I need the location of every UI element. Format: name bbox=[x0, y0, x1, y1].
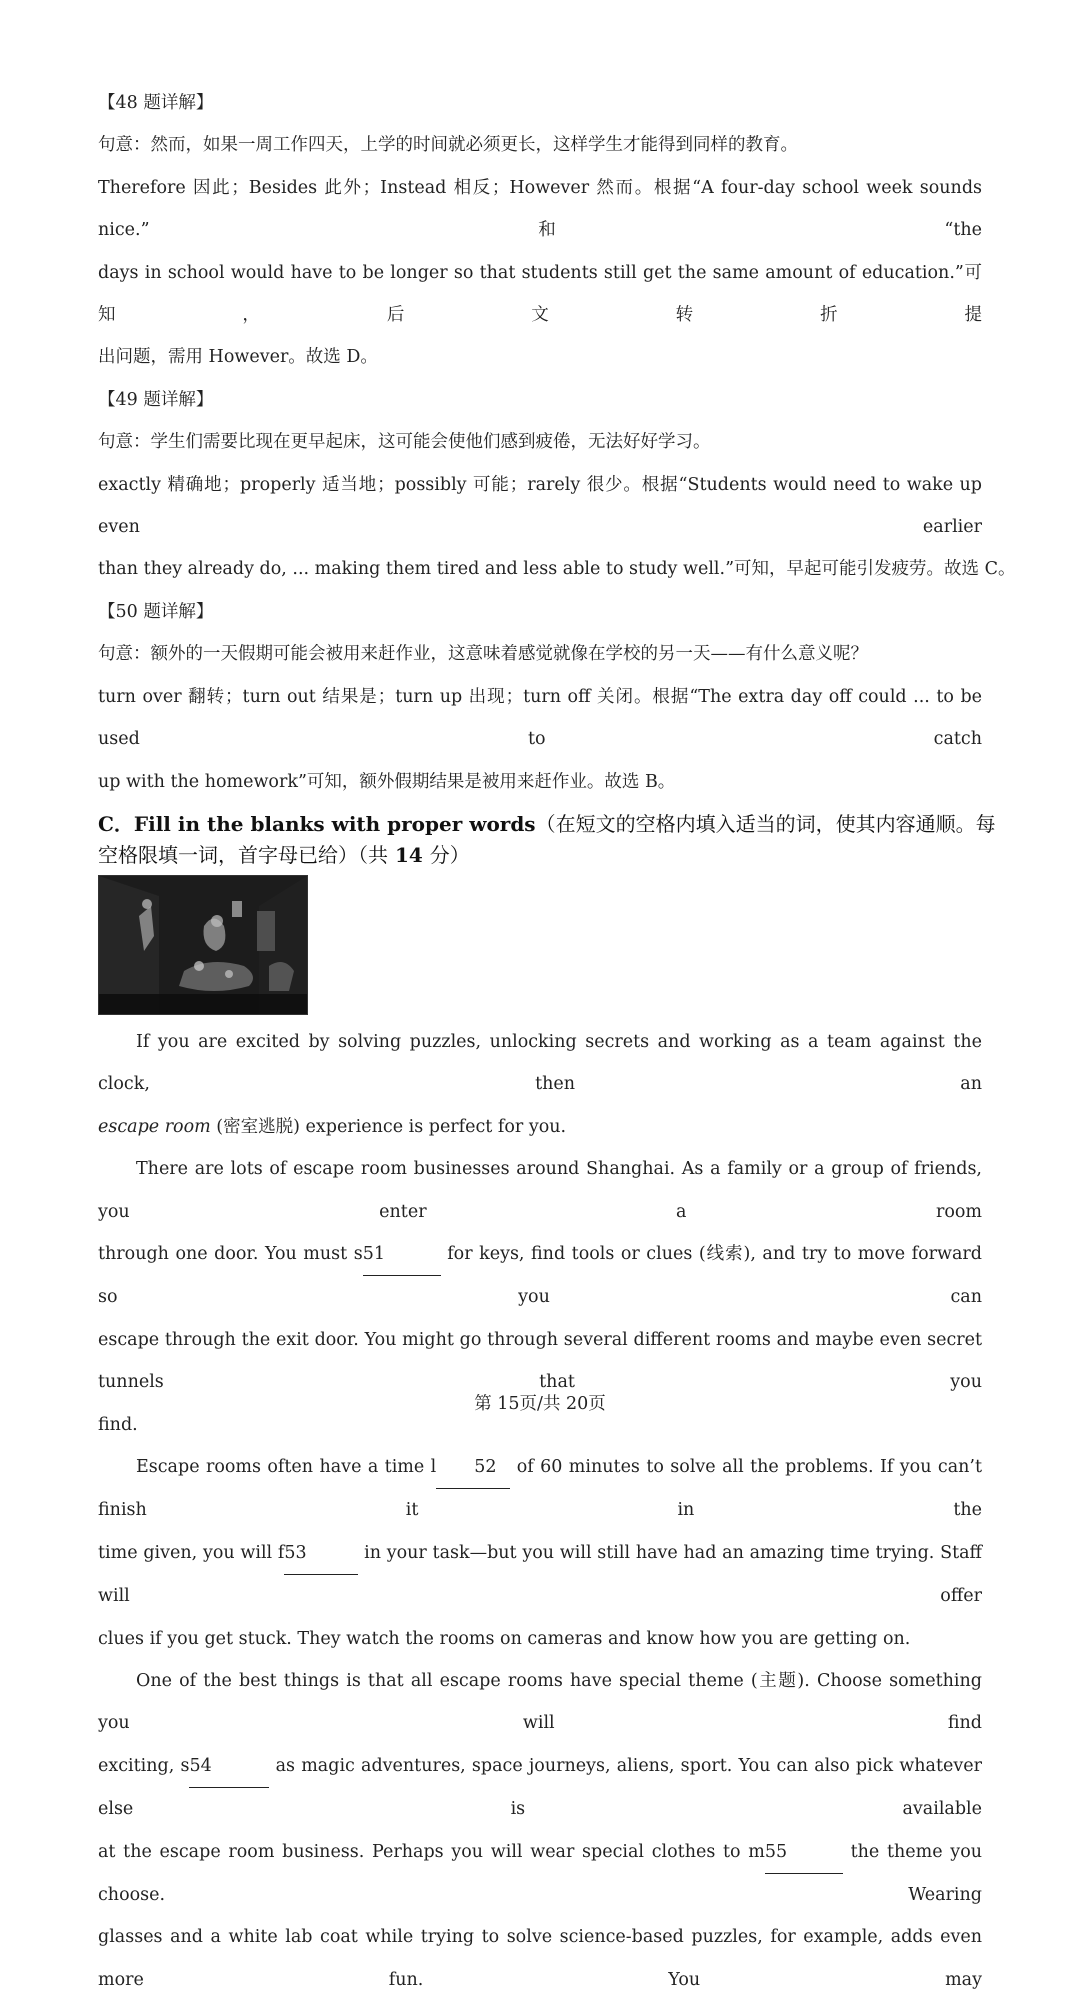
q48-header: 【48 题详解】 bbox=[98, 93, 214, 113]
p4-line4: glasses and a white lab coat while trying to solve science-based puzzles, for example, adds even more fun. You may bbox=[98, 1927, 982, 1990]
blank-52[interactable]: 52 bbox=[436, 1446, 510, 1489]
q48-explain-line2: days in school would have to be longer so that students still get the same amount of education.”可知，后文转折提 bbox=[98, 262, 982, 326]
p4-line2-b: as magic adventures, space journeys, aliens, sport. You can also pick whatever else is available bbox=[98, 1755, 982, 1820]
p4-line3-b: the theme you choose. Wearing bbox=[98, 1841, 982, 1906]
p1-line2-rest: (密室逃脱) experience is perfect for you. bbox=[210, 1116, 567, 1137]
p2-line2 bbox=[98, 1233, 982, 1319]
p4-line1: One of the best things is that all escape rooms have special theme (主题). Choose something you will find bbox=[98, 1671, 982, 1734]
section-c-score: 14 bbox=[394, 842, 423, 867]
escape-room-photo-image bbox=[99, 876, 307, 1014]
p2-line1: There are lots of escape room businesses around Shanghai. As a family or a group of friends, you enter a room bbox=[98, 1159, 982, 1222]
p1-line2 bbox=[98, 1106, 982, 1148]
section-c-title-cn3: 分） bbox=[429, 842, 470, 867]
q50-explain-line2: up with the homework”可知，额外假期结果是被用来赶作业。故选 B。 bbox=[98, 771, 676, 792]
escape-room-photo bbox=[98, 875, 308, 1015]
q50-header: 【50 题详解】 bbox=[98, 601, 214, 622]
q48-explain-line3: 出问题，需用 However。故选 D。 bbox=[98, 347, 378, 368]
p4-line2 bbox=[98, 1745, 982, 1831]
section-c-title bbox=[98, 809, 996, 871]
passage bbox=[98, 1021, 982, 2001]
p2-line3: escape through the exit door. You might go through several different rooms and maybe even secret tunnels that you bbox=[98, 1329, 982, 1393]
p2-line4: find. bbox=[98, 1414, 138, 1435]
q49-explain-line1: exactly 精确地；properly 适当地；possibly 可能；rarely 很少。根据“Students would need to wake up even earlier bbox=[98, 474, 982, 538]
q49-header: 【49 题详解】 bbox=[98, 389, 214, 410]
p3-line2 bbox=[98, 1532, 982, 1618]
p2-line2-b: for keys, find tools or clues (线索), and try to move forward so you can bbox=[98, 1243, 982, 1308]
p3-line3: clues if you get stuck. They watch the rooms on cameras and know how you are getting on. bbox=[98, 1628, 911, 1649]
q48-explain-line1: Therefore 因此；Besides 此外；Instead 相反；However 然而。根据“A four-day school week sounds nice.”和“the bbox=[98, 177, 982, 241]
p3-line1 bbox=[98, 1446, 982, 1532]
p4-line3-a: at the escape room business. Perhaps you will wear special clothes to m bbox=[98, 1841, 765, 1862]
q48-meaning: 句意：然而，如果一周工作四天，上学的时间就必须更长，这样学生才能得到同样的教育。 bbox=[98, 135, 798, 156]
blank-51[interactable]: 51 bbox=[363, 1233, 441, 1276]
p2-line2-a: through one door. You must s bbox=[98, 1243, 363, 1264]
section-c-title-en: C．Fill in the blanks with proper words bbox=[98, 811, 536, 836]
p3-line2-a: time given, you will f bbox=[98, 1542, 285, 1563]
q50-meaning: 句意：额外的一天假期可能会被用来赶作业，这意味着感觉就像在学校的另一天——有什么意义呢？ bbox=[98, 644, 868, 665]
page-body bbox=[98, 82, 1016, 2001]
p3-line1-b: of 60 minutes to solve all the problems. If you can’t finish it in the bbox=[98, 1456, 982, 1521]
p4-line2-a: exciting, s bbox=[98, 1755, 190, 1776]
p3-line2-b: in your task—but you will still have had an amazing time trying. Staff will offer bbox=[98, 1542, 982, 1607]
blank-54[interactable]: 54 bbox=[189, 1745, 269, 1788]
section-c-title-cn2: 空格限填一词，首字母已给）（共 bbox=[98, 842, 388, 867]
p4-line3 bbox=[98, 1831, 982, 1917]
q50-explain-line1: turn over 翻转；turn out 结果是；turn up 出现；turn off 关闭。根据“The extra day off could ... to be used to catch bbox=[98, 686, 982, 750]
q49-meaning: 句意：学生们需要比现在更早起床，这可能会使他们感到疲倦，无法好好学习。 bbox=[98, 432, 711, 453]
blank-53[interactable]: 53 bbox=[284, 1532, 358, 1575]
p1-line1: If you are excited by solving puzzles, unlocking secrets and working as a team against the clock, then an bbox=[98, 1031, 982, 1095]
page-footer: 第 15页/共 20页 bbox=[474, 1394, 606, 1414]
section-c-title-cn: （在短文的空格内填入适当的词，使其内容通顺。每 bbox=[535, 811, 996, 836]
p3-line1-a: Escape rooms often have a time l bbox=[136, 1456, 437, 1477]
escape-room-term: escape room bbox=[98, 1116, 211, 1137]
blank-55[interactable]: 55 bbox=[765, 1831, 843, 1874]
q49-explain-line2: than they already do, ... making them tired and less able to study well.”可知，早起可能引发疲劳。故选 C。 bbox=[98, 559, 1016, 580]
